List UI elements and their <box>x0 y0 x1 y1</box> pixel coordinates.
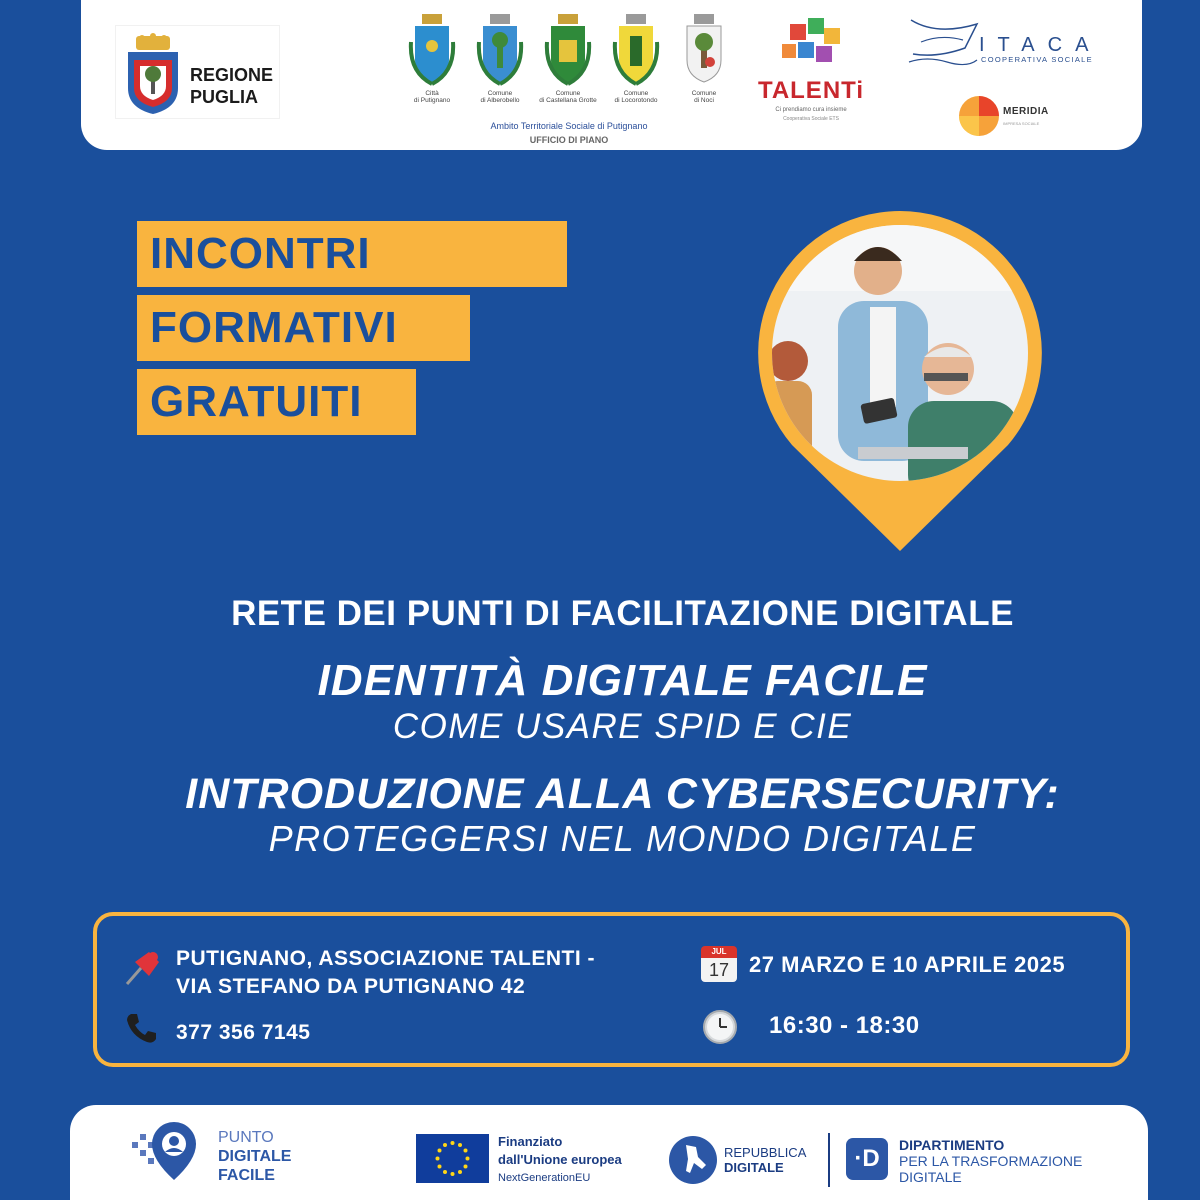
coat-of-arms-icon <box>543 12 593 86</box>
repubblica-digitale-icon <box>668 1135 718 1185</box>
coat-of-arms-icon <box>679 12 729 86</box>
location-pin-icon <box>758 211 1042 551</box>
clock-icon <box>702 1009 738 1045</box>
meridia-sun-icon <box>957 94 1001 138</box>
calendar-day: 17 <box>701 958 737 982</box>
coat-of-arms-icon <box>475 12 525 86</box>
coat-of-arms-locorotondo: Comune di Locorotondo <box>605 12 667 104</box>
itaca-ship-icon <box>907 14 981 70</box>
ambito-territoriale-text: Ambito Territoriale Sociale di Putignano <box>490 121 648 131</box>
comuni-logos <box>401 12 737 147</box>
meridia-logo <box>957 94 1097 138</box>
event-info-box <box>93 912 1130 1067</box>
dipartimento-logo-icon: ·D <box>846 1138 888 1180</box>
phone-icon <box>123 1010 159 1046</box>
regione-puglia-text: REGIONE PUGLIA <box>190 65 274 107</box>
coat-of-arms-noci: Comune di Noci <box>673 12 735 104</box>
ufficio-di-piano-text: UFFICIO DI PIANO <box>529 135 609 145</box>
calendar-icon <box>701 946 737 982</box>
topic-1-subtitle: COME USARE SPID E CIE <box>392 707 853 746</box>
headline-line-1: INCONTRI <box>137 221 567 287</box>
eu-funding-text: Finanziato dall'Unione europea NextGenerationEU <box>498 1134 622 1184</box>
dipartimento-text: DIPARTIMENTO PER LA TRASFORMAZIONE DIGITALE <box>899 1137 1083 1185</box>
itaca-subtitle: COOPERATIVA SOCIALE <box>981 55 1093 64</box>
footer-logos-bar <box>70 1105 1148 1200</box>
itaca-logo <box>907 12 1107 72</box>
regione-puglia-logo <box>116 26 279 118</box>
coat-of-arms-icon <box>611 12 661 86</box>
talenti-name: TALENTi <box>757 77 865 104</box>
headline-line-2: FORMATIVI <box>137 295 470 361</box>
pushpin-icon <box>121 948 163 988</box>
talenti-subtitle: Cooperativa Sociale ETS <box>783 116 839 122</box>
footer-divider <box>828 1133 830 1187</box>
punto-digitale-facile-text: PUNTO DIGITALE FACILE <box>218 1129 292 1184</box>
punto-digitale-facile-icon <box>130 1118 214 1188</box>
talenti-tagline: Ci prendiamo cura insieme <box>775 107 847 113</box>
repubblica-digitale-text: REPUBBLICA DIGITALE <box>724 1145 807 1175</box>
network-title: RETE DEI PUNTI DI FACILITAZIONE DIGITALE <box>231 594 1014 633</box>
coat-of-arms-icon <box>407 12 457 86</box>
topic-2-subtitle: PROTEGGERSI NEL MONDO DIGITALE <box>268 818 977 859</box>
calendar-month: JUL <box>701 946 737 958</box>
headline-line-3: GRATUITI <box>137 369 416 435</box>
coat-of-arms-alberobello: Comune di Alberobello <box>469 12 531 104</box>
coat-of-arms-putignano: Città di Putignano <box>401 12 463 104</box>
topic-2-title: INTRODUZIONE ALLA CYBERSECURITY: <box>185 770 1060 818</box>
meridia-subtitle: IMPRESA SOCIALE <box>1003 121 1040 126</box>
event-dates: 27 MARZO E 10 APRILE 2025 <box>749 952 1066 977</box>
phone-number[interactable]: 377 356 7145 <box>176 1021 311 1044</box>
eu-flag-icon <box>416 1134 489 1183</box>
talenti-logo <box>750 12 872 132</box>
puzzle-icon <box>750 12 872 76</box>
itaca-name: ITACA <box>979 34 1102 56</box>
event-time: 16:30 - 18:30 <box>769 1012 920 1039</box>
coat-of-arms-castellana-grotte: Comune di Castellana Grotte <box>537 12 599 104</box>
topic-1-title: IDENTITÀ DIGITALE FACILE <box>317 656 928 705</box>
location-line-2: VIA STEFANO DA PUTIGNANO 42 <box>176 975 526 998</box>
regione-puglia-emblem-icon <box>122 32 184 114</box>
partner-logos-bar <box>81 0 1142 150</box>
location-line-1: PUTIGNANO, ASSOCIAZIONE TALENTI - <box>176 947 595 970</box>
meridia-name: MERIDIA <box>1003 106 1049 117</box>
